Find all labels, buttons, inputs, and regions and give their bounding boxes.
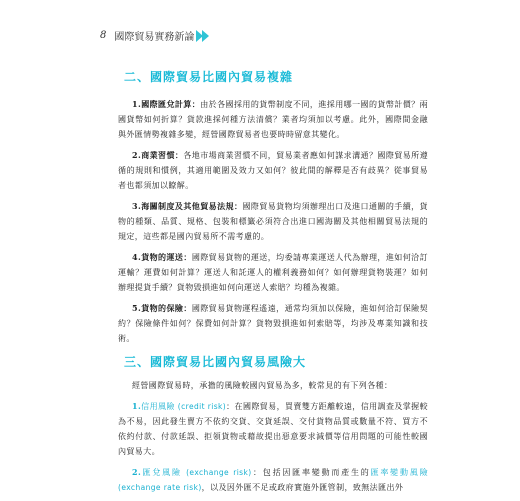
paragraph-exchange-calculation (118, 97, 428, 142)
double-chevron-icon (197, 30, 209, 42)
item-lead: 2.商業習慣： (132, 150, 184, 160)
exchange-risk-term: 匯兌風險 (141, 468, 182, 477)
exchange-rate-risk-term: 匯率變動風險 (370, 468, 428, 477)
running-header (100, 28, 209, 43)
item-text: ：包括因匯率變動而產生的 (251, 468, 371, 477)
exchange-risk-term-en: (exchange risk) (186, 468, 252, 477)
item-text: ，以及因外匯不足或政府實施外匯管制，致無法匯出外 (201, 483, 404, 492)
item-text: ：在國際貿易，買賣雙方距離較遠，信用調查及掌握較為不易，因此發生賣方不依約交貨、交貨延誤、交付貨物品質或數量不符、買方不依約付款、付款延誤、拒領貨物或藉故提出惡意要求減價等信用問題的可能性較國內貿易大。 (118, 402, 428, 456)
item-text: 國際貿易貨物運程遙遠，通常均須加以保險，進如何洽訂保險契約？保險條件如何？保費如何計算？貨物毀損進如何索賠等，均涉及專業知識和技術。 (118, 304, 428, 343)
item-lead: 4.貨物的運送： (132, 252, 192, 262)
section-heading-risk: 三、國際貿易比國內貿易風險大 (124, 355, 307, 369)
paragraph-exchange-risk (118, 465, 428, 495)
item-lead: 3.海關制度及其他貿易法規： (132, 201, 243, 211)
paragraph-risk-intro: 經營國際貿易時，承擔的風險較國內貿易為多，較常見的有下列各種： (132, 381, 393, 390)
page-body (118, 55, 428, 501)
paragraph-cargo-transport (118, 250, 428, 295)
section-heading-complexity: 二、國際貿易比國內貿易複雜 (124, 70, 294, 84)
paragraph-cargo-insurance (118, 301, 428, 346)
page-number: 8 (100, 30, 107, 41)
item-lead: 1.國際匯兌計算： (132, 99, 201, 109)
paragraph-credit-risk (118, 399, 428, 459)
item-text: 國際貿易貨物均須辦理出口及進口通關的手續，貨物的種類、品質、規格、包裝和標籤必須符合出進口國海關及其他相關貿易法規的規定，這些都是國內貿易所不需考慮的。 (118, 202, 428, 241)
item-text: 由於各國採用的貨幣制度不同，進採用哪一國的貨幣計價？兩國貨幣如何折算？貨款進採何種方法清償？業者均須加以考慮。此外，國際間金融與外匯情勢複雜多變，經營國際貿易者也要時時留意其變化。 (118, 100, 428, 139)
credit-risk-term: 信用風險 (141, 402, 175, 411)
book-title: 國際貿易實務新論 (114, 32, 195, 43)
credit-risk-term-en: (credit risk) (177, 402, 227, 411)
item-text: 各地市場商業習慣不同，貿易業者應如何謀求溝通？國際貿易所遵循的規則和慣例，其適用範圍及效力又如何？彼此間的解釋是否有歧異？從事貿易者也都須加以瞭解。 (118, 151, 428, 190)
exchange-rate-risk-term-en: (exchange rate risk) (118, 483, 202, 492)
item-text: 國際貿易貨物的運送，均委請專業運送人代為辦理，進如何洽訂運輸？運費如何計算？運送人和託運人的權利義務如何？如何辦理貨物裝運？如何辦理提貨手續？貨物毀損進如何向運送人索賠？均種為複雜。 (118, 253, 428, 292)
item-number: 1. (132, 401, 142, 411)
paragraph-customs-regulations (118, 199, 428, 244)
item-number: 2. (132, 467, 142, 477)
paragraph-business-practice (118, 148, 428, 193)
item-lead: 5.貨物的保險： (132, 303, 192, 313)
